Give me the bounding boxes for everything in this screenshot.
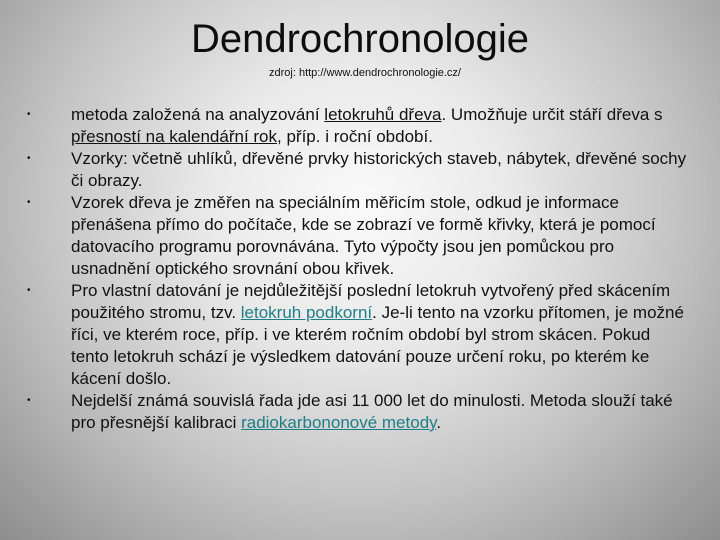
text-segment: . Umožňuje určit stáří dřeva s	[441, 105, 663, 124]
link-radiokarbonova-metoda[interactable]: radiokarbononové metody	[241, 413, 437, 432]
underlined-term: přesností na kalendářní rok	[71, 127, 278, 146]
bullet-list	[26, 104, 692, 434]
bullet-text	[71, 192, 692, 280]
source-citation: zdroj: http://www.dendrochronologie.cz/	[269, 67, 461, 79]
bullet-icon: •	[27, 109, 31, 120]
bullet-text	[71, 390, 692, 434]
text-segment: . Je-li tento na vzorku přítomen, je možné říci, ve kterém roce, příp. i ve kterém ročním období byl strom skácen. Pokud tento letokruh schází je výsledkem datování pouze určení roku, po kterém ke kácení došlo.	[71, 303, 684, 388]
text-segment: Vzorky: včetně uhlíků, dřevěné prvky historických staveb, nábytek, dřevěné sochy či obrazy.	[71, 149, 687, 190]
bullet-item	[26, 192, 692, 280]
slide-title: Dendrochronologie	[190, 17, 529, 61]
bullet-item	[26, 148, 692, 192]
text-segment: Pro vlastní datování je nejdůležitější poslední letokruh vytvořený před skácením použitého stromu, tzv.	[71, 281, 671, 322]
bullet-text	[71, 280, 692, 390]
underlined-term: letokruhů dřeva	[324, 105, 442, 124]
bullet-item	[26, 390, 692, 434]
text-segment: metoda založená na analyzování	[71, 105, 325, 124]
bullet-item	[26, 104, 692, 148]
bullet-icon: •	[27, 395, 31, 406]
text-segment: , příp. i roční období.	[277, 127, 433, 146]
link-letokruh-podkorni[interactable]: letokruh podkorní	[240, 303, 373, 322]
text-segment: Vzorek dřeva je změřen na speciálním měřicím stole, odkud je informace přenášena přímo do počítače, kde se zobrazí ve formě křivky, která je pomocí datovacího programu porovnávána. Tyto výpočty jsou jen pomůckou pro usnadnění optického srovnání obou křivek.	[71, 193, 656, 278]
bullet-icon: •	[27, 153, 31, 164]
text-segment: Nejdelší známá souvislá řada jde asi 11 000 let do minulosti. Metoda slouží také pro přesnější kalibraci	[71, 391, 673, 432]
bullet-icon: •	[27, 197, 31, 208]
bullet-item	[26, 280, 692, 390]
bullet-text	[71, 148, 692, 192]
bullet-icon: •	[27, 285, 31, 296]
text-segment: .	[436, 413, 442, 432]
bullet-text	[71, 104, 692, 148]
